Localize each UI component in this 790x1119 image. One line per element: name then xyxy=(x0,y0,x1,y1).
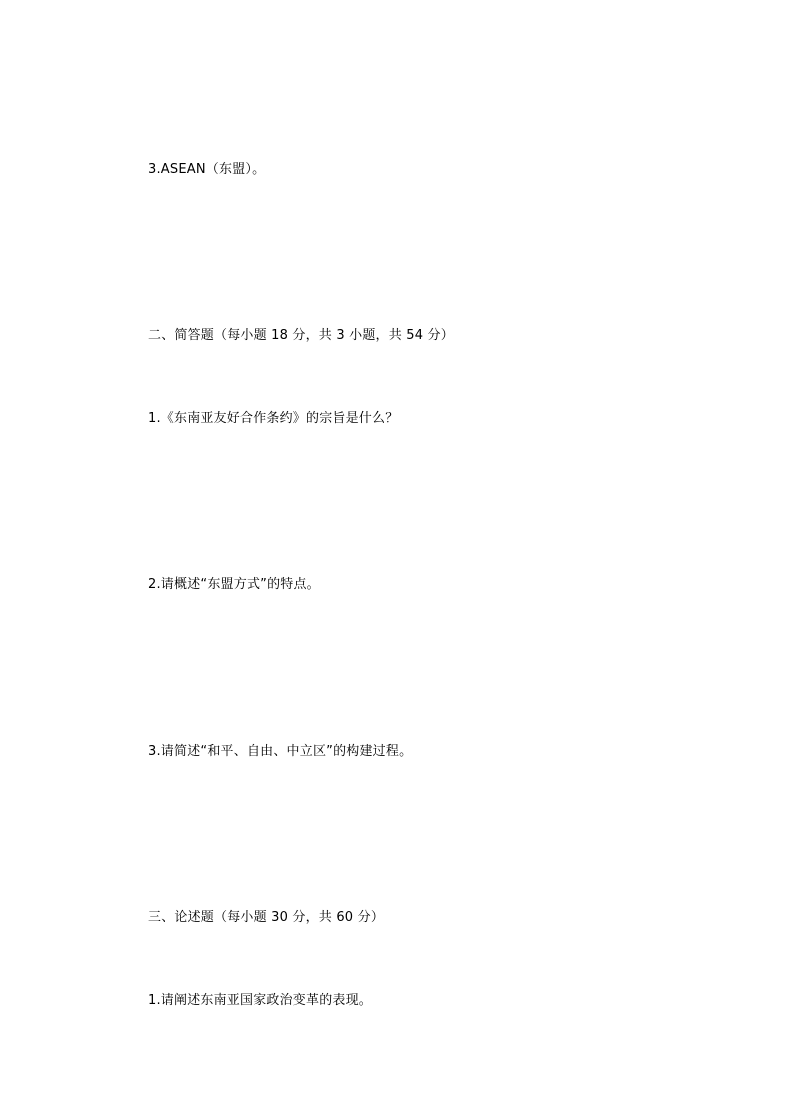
term-question-3: 3.ASEAN（东盟）。 xyxy=(148,162,266,177)
section-heading-short-answer: 二、简答题（每小题 18 分，共 3 小题，共 54 分） xyxy=(148,328,454,343)
section-heading-essay: 三、论述题（每小题 30 分，共 60 分） xyxy=(148,910,385,925)
short-answer-question-1: 1.《东南亚友好合作条约》的宗旨是什么？ xyxy=(148,411,399,426)
essay-question-1: 1.请阐述东南亚国家政治变革的表现。 xyxy=(148,993,373,1008)
short-answer-question-2: 2.请概述“东盟方式”的特点。 xyxy=(148,577,320,592)
short-answer-question-3: 3.请简述“和平、自由、中立区”的构建过程。 xyxy=(148,744,413,759)
